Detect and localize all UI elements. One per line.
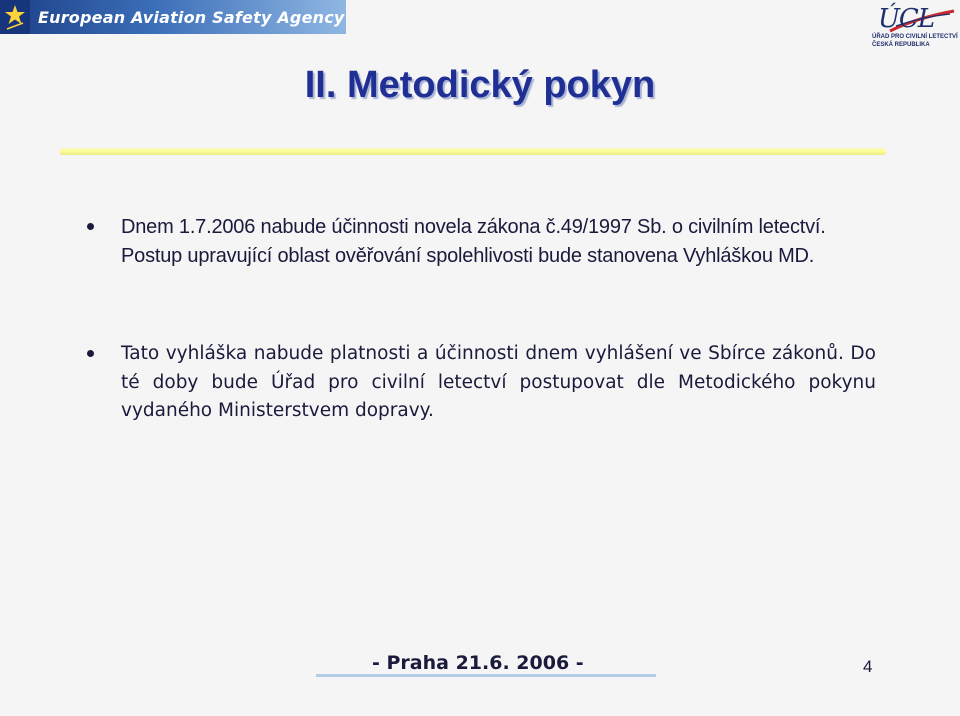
slide-title: II. Metodický pokyn (304, 64, 656, 106)
agency-title: European Aviation Safety Agency (38, 7, 345, 27)
bullet-dot-icon (87, 350, 94, 357)
ucl-logo (872, 4, 956, 50)
ucl-mark: ÚCL (878, 4, 935, 34)
easa-star-icon (0, 0, 30, 34)
logo-line-1: ÚŘAD PRO CIVILNÍ LETECTVÍ (872, 34, 958, 40)
footer-divider (316, 674, 656, 677)
bullet-item: Dnem 1.7.2006 nabude účinnosti novela zákona č.49/1997 Sb. o civilním letectví. Postup upravující oblast ověřování spolehlivosti bude stanovena Vyhláškou MD. (121, 216, 826, 267)
bullet-dot-icon (87, 223, 94, 230)
page-number: 4 (863, 657, 873, 676)
footer-date: - Praha 21.6. 2006 - (372, 652, 584, 674)
bullet-item: Tato vyhláška nabude platnosti a účinnosti dnem vyhlášení ve Sbírce zákonů. Do té doby bude Úřad pro civilní letectví postupovat dle Metodického pokynu vydaného Ministerstvem dopravy. (121, 343, 876, 422)
logo-line-2: ČESKÁ REPUBLIKA (872, 42, 930, 48)
title-divider (60, 148, 886, 155)
easa-banner (0, 0, 346, 34)
